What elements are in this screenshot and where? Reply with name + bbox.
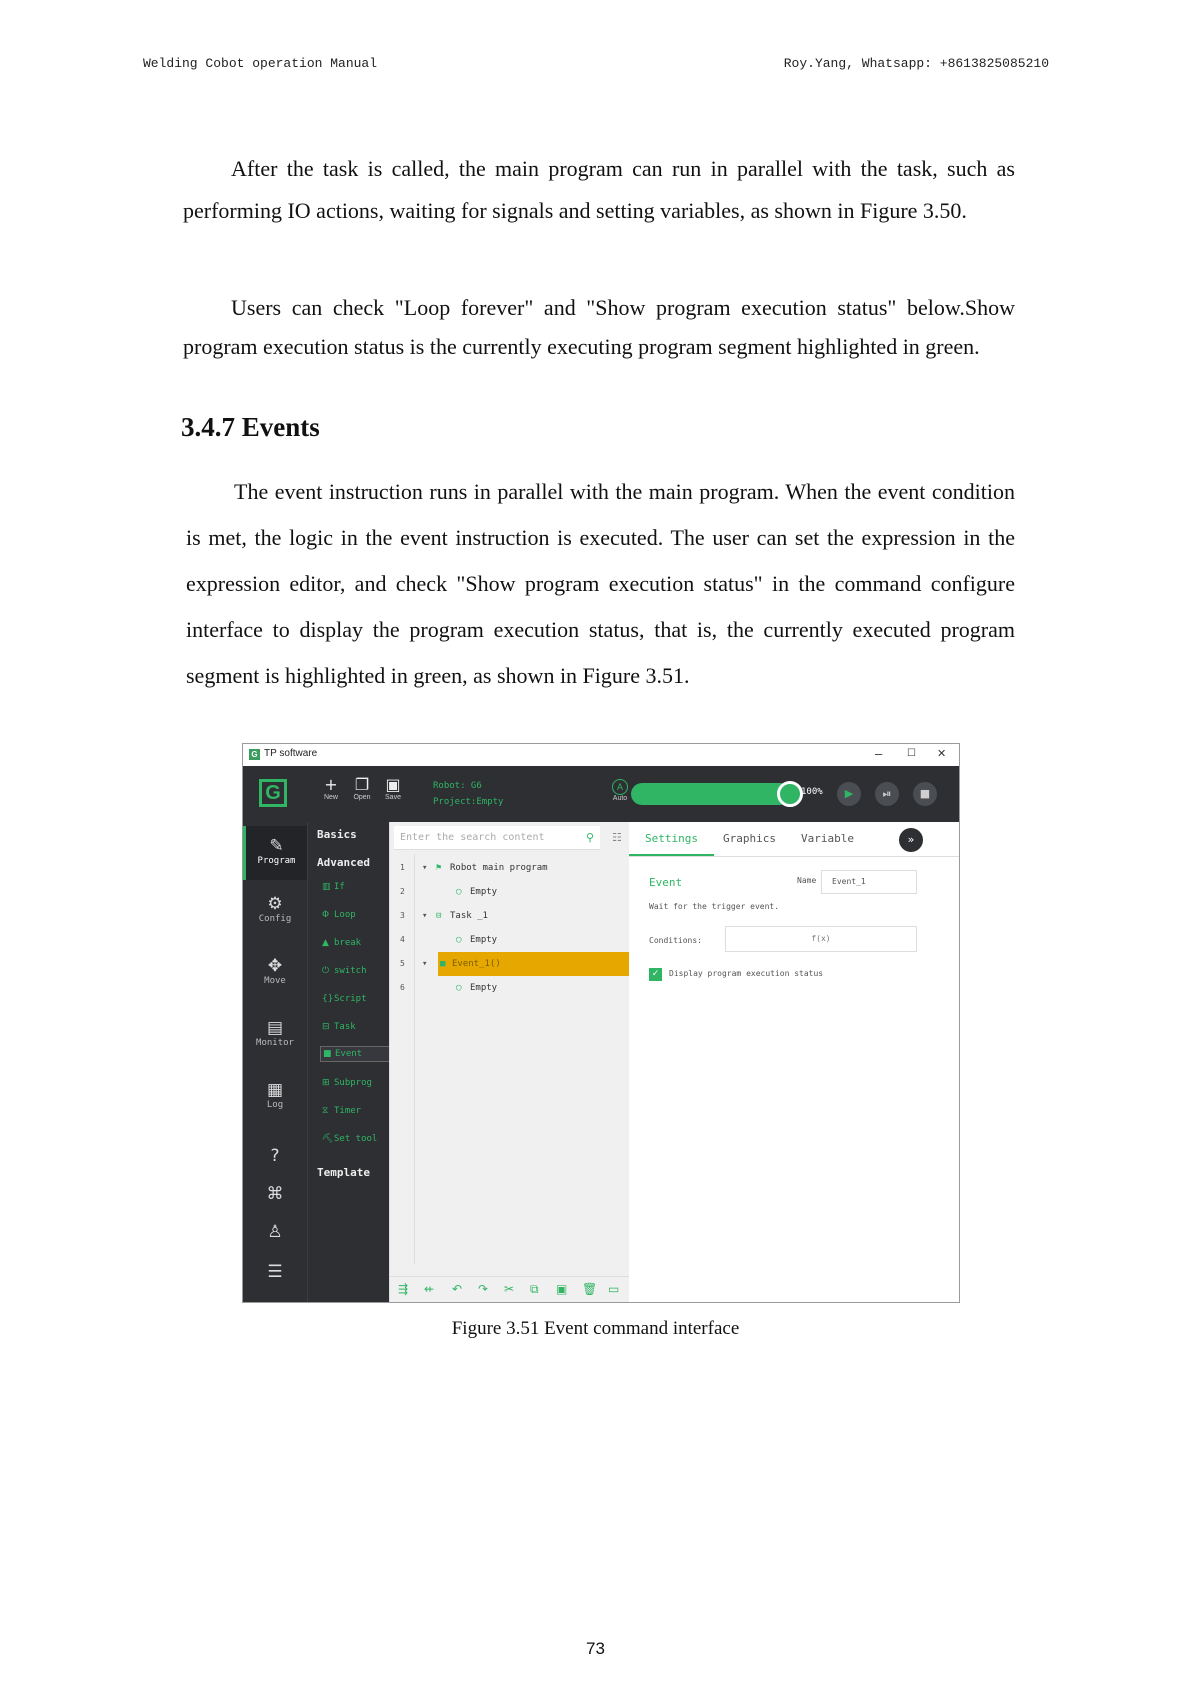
chevron-down-icon[interactable]: ▾ bbox=[422, 863, 428, 873]
indent-icon[interactable]: ⇶ bbox=[398, 1282, 409, 1296]
search-icon[interactable]: ⚲ bbox=[586, 831, 595, 844]
main-sidebar bbox=[243, 822, 307, 1302]
task-icon: ⊟ bbox=[436, 911, 442, 921]
close-button[interactable]: ✕ bbox=[937, 748, 947, 760]
speed-slider-knob[interactable] bbox=[777, 781, 803, 807]
speed-slider[interactable] bbox=[631, 783, 791, 805]
tree-row[interactable]: 3 ▾ ⊟ Task _1 bbox=[390, 904, 630, 928]
category-advanced[interactable]: Advanced bbox=[317, 856, 370, 869]
if-icon: ▥ bbox=[322, 882, 331, 892]
program-tree bbox=[389, 822, 630, 1302]
settings-panel bbox=[629, 822, 959, 1302]
log-icon: ▦ bbox=[266, 1080, 284, 1100]
event-icon: ■ bbox=[323, 1049, 332, 1059]
redo-icon[interactable]: ↷ bbox=[478, 1282, 489, 1296]
save-button[interactable]: ▣ Save bbox=[380, 776, 406, 801]
tab-settings[interactable]: Settings bbox=[645, 832, 698, 845]
conditions-expression-field[interactable]: f(x) bbox=[725, 926, 917, 952]
stop-icon[interactable]: ■ bbox=[913, 782, 937, 806]
sidebar-item-config[interactable]: ⚙ Config bbox=[243, 894, 307, 924]
script-icon: {} bbox=[322, 994, 334, 1004]
robot-program-icon: ⚑ bbox=[436, 863, 442, 873]
task-icon: ⊟ bbox=[322, 1022, 330, 1032]
toolbar bbox=[243, 766, 959, 822]
tree-row[interactable]: 2 ◯ Empty bbox=[390, 880, 630, 904]
delete-icon[interactable]: 🗑 bbox=[582, 1282, 598, 1296]
copy-icon[interactable]: ⧉ bbox=[530, 1282, 539, 1296]
chevron-down-icon[interactable]: ▾ bbox=[422, 911, 428, 921]
empty-node-icon: ◯ bbox=[456, 887, 462, 897]
robot-arm-icon: ⚙ bbox=[267, 894, 283, 914]
tree-row[interactable]: 1 ▾ ⚑ Robot main program bbox=[390, 856, 630, 880]
comment-icon[interactable]: ▭ bbox=[608, 1282, 620, 1296]
running-header-right: Roy.Yang, Whatsapp: +8613825085210 bbox=[783, 56, 1049, 71]
sidebar-item-monitor[interactable]: ▤ Monitor bbox=[243, 1018, 307, 1048]
step-icon[interactable]: ⏯ bbox=[875, 782, 899, 806]
command-timer[interactable]: ⧖ Timer bbox=[322, 1106, 362, 1116]
tab-graphics[interactable]: Graphics bbox=[723, 832, 776, 845]
event-title: Event bbox=[649, 876, 683, 889]
command-event[interactable]: ■ Event bbox=[320, 1046, 394, 1062]
open-icon: ❐ bbox=[354, 775, 370, 794]
name-label: Name bbox=[797, 876, 817, 885]
sidebar-item-user[interactable] bbox=[243, 1222, 307, 1242]
sidebar-item-help[interactable] bbox=[243, 1146, 307, 1166]
auto-mode-button[interactable]: A Auto bbox=[606, 775, 634, 802]
paste-icon[interactable]: ▣ bbox=[556, 1282, 568, 1296]
command-palette bbox=[307, 822, 390, 1302]
category-basics[interactable]: Basics bbox=[317, 828, 357, 841]
search-input[interactable]: Enter the search content bbox=[394, 826, 600, 850]
command-icon: ⌘ bbox=[266, 1184, 284, 1204]
brand-logo-icon: G bbox=[259, 779, 287, 807]
tab-divider bbox=[629, 856, 959, 857]
command-script[interactable]: {}Script bbox=[322, 994, 367, 1004]
name-input[interactable]: Event_1 bbox=[821, 870, 917, 894]
chevron-down-icon[interactable]: ▾ bbox=[422, 959, 428, 969]
empty-node-icon: ◯ bbox=[456, 935, 462, 945]
outdent-icon[interactable]: ⇷ bbox=[424, 1282, 435, 1296]
window-title: TP software bbox=[264, 748, 318, 759]
app-logo-icon: G bbox=[249, 749, 260, 760]
body-paragraph: Users can check "Loop forever" and "Show program execution status" below.Show program execution status is the currently executing program segment highlighted in green. bbox=[183, 295, 1015, 359]
sidebar-item-menu[interactable] bbox=[243, 1262, 307, 1282]
expand-icon[interactable]: » bbox=[899, 828, 923, 852]
cut-icon[interactable]: ✂ bbox=[504, 1282, 515, 1296]
pencil-icon: ✎ bbox=[269, 836, 284, 856]
section-heading: 3.4.7 Events bbox=[181, 412, 320, 442]
figure-caption: Figure 3.51 Event command interface bbox=[451, 1318, 740, 1339]
new-button[interactable]: + New bbox=[318, 776, 344, 801]
menu-icon: ☰ bbox=[267, 1262, 283, 1282]
display-status-label: Display program execution status bbox=[669, 969, 824, 978]
empty-node-icon: ◯ bbox=[456, 983, 462, 993]
robot-project-info: Robot: G6 Project:Empty bbox=[433, 781, 504, 807]
body-paragraph: After the task is called, the main program can run in parallel with the task, such as performing IO actions, waiting for signals and setting variables, as shown in Figure 3.50. bbox=[183, 156, 1015, 223]
tree-row[interactable]: 6 ◯ Empty bbox=[390, 976, 630, 1000]
event-icon: ■ bbox=[440, 959, 446, 969]
minimize-button[interactable]: – bbox=[875, 746, 883, 761]
timer-icon: ⧖ bbox=[322, 1106, 329, 1116]
command-break[interactable]: ▲ break bbox=[322, 938, 362, 948]
move-icon: ✥ bbox=[267, 956, 283, 976]
command-subprog[interactable]: ⊞ Subprog bbox=[322, 1078, 372, 1088]
display-status-checkbox[interactable]: ✓ bbox=[649, 968, 662, 981]
open-button[interactable]: ❐ Open bbox=[349, 776, 375, 801]
conditions-label: Conditions: bbox=[649, 936, 702, 945]
list-view-icon[interactable]: ☷ bbox=[612, 831, 622, 844]
tree-row[interactable]: 4 ◯ Empty bbox=[390, 928, 630, 952]
tree-row-selected[interactable]: 5 ▾ ■ Event_1() bbox=[390, 952, 630, 976]
tab-variable[interactable]: Variable bbox=[801, 832, 854, 845]
maximize-button[interactable]: ☐ bbox=[907, 748, 916, 759]
window-titlebar bbox=[243, 744, 959, 767]
page-number: 73 bbox=[586, 1639, 605, 1658]
tool-icon: ⛏ bbox=[322, 1134, 334, 1144]
save-icon: ▣ bbox=[385, 775, 401, 794]
break-icon: ▲ bbox=[322, 938, 329, 948]
category-template[interactable]: Template bbox=[317, 1166, 370, 1179]
sidebar-item-log[interactable]: ▦ Log bbox=[243, 1080, 307, 1110]
body-paragraph: The event instruction runs in parallel with the main program. When the event condition is met, the logic in the event instruction is executed. The user can set the expression in the expression editor, and check "Show program execution status" in the command configure interface to display the program execution status, that is, the currently executed program segment is highlighted in green, as shown in Figure 3.51. bbox=[186, 479, 1015, 688]
play-icon[interactable]: ▶ bbox=[837, 782, 861, 806]
sidebar-item-shortcuts[interactable] bbox=[243, 1184, 307, 1204]
command-loop[interactable]: Φ Loop bbox=[322, 910, 356, 920]
loop-icon: Φ bbox=[322, 910, 330, 920]
command-switch[interactable]: ⏻ switch bbox=[322, 966, 367, 976]
undo-icon[interactable]: ↶ bbox=[452, 1282, 463, 1296]
subprog-icon: ⊞ bbox=[322, 1078, 330, 1088]
command-task[interactable]: ⊟ Task bbox=[322, 1022, 356, 1032]
tree-toolbar bbox=[390, 1276, 630, 1303]
command-if[interactable]: ▥ If bbox=[322, 882, 345, 892]
figure-screenshot bbox=[242, 743, 960, 1303]
sidebar-item-program[interactable]: ✎ Program bbox=[243, 826, 307, 880]
speed-value: 100% bbox=[801, 787, 823, 797]
sidebar-item-move[interactable]: ✥ Move bbox=[243, 956, 307, 986]
switch-icon: ⏻ bbox=[322, 966, 330, 976]
help-icon: ? bbox=[270, 1146, 280, 1166]
wait-description: Wait for the trigger event. bbox=[649, 902, 780, 911]
user-icon: ♙ bbox=[267, 1222, 283, 1242]
plus-icon: + bbox=[324, 775, 338, 794]
command-set-tool[interactable]: ⛏Set tool bbox=[322, 1134, 378, 1144]
auto-icon: A bbox=[612, 779, 628, 795]
monitor-icon: ▤ bbox=[266, 1018, 284, 1038]
running-header-left: Welding Cobot operation Manual bbox=[143, 56, 378, 71]
